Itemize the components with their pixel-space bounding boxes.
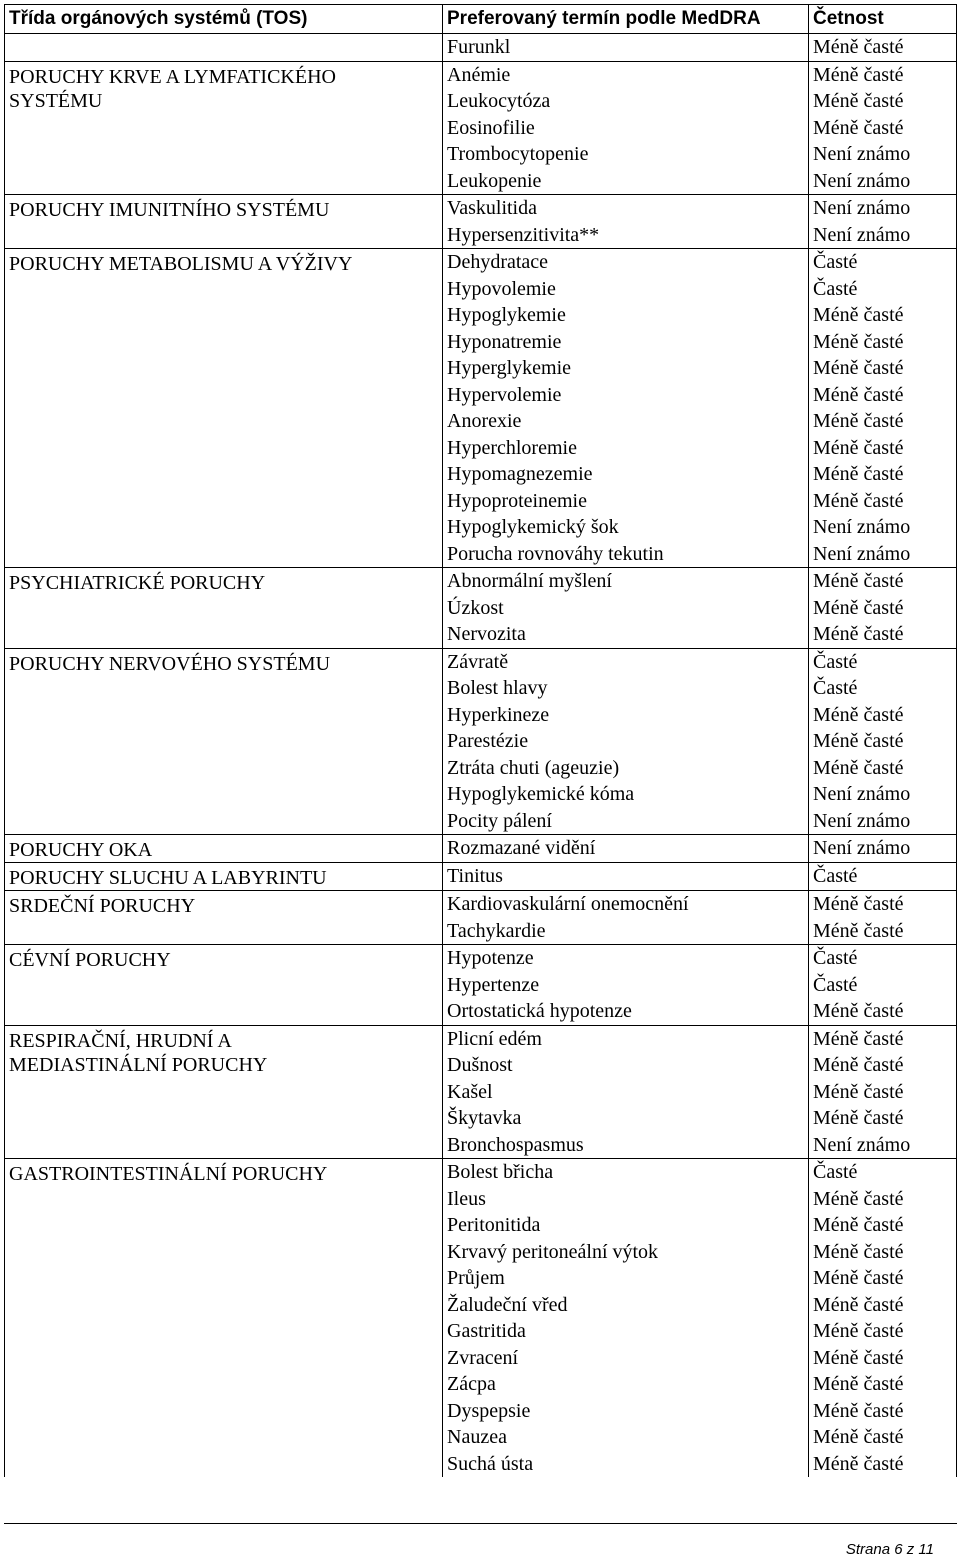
soc-label: CÉVNÍ PORUCHY (9, 949, 171, 971)
preferred-term: Bolest hlavy (447, 677, 548, 699)
preferred-term: Anorexie (447, 410, 522, 432)
preferred-term: Dušnost (447, 1054, 513, 1076)
footer-divider (4, 1523, 957, 1524)
frequency-value: Časté (813, 865, 858, 887)
preferred-term-cell (443, 945, 809, 1026)
frequency-value: Méně časté (813, 1320, 904, 1342)
soc-cell (5, 945, 443, 1026)
preferred-term: Průjem (447, 1267, 505, 1289)
preferred-term: Hypersenzitivita** (447, 223, 600, 246)
frequency-value: Není známo (813, 783, 911, 805)
preferred-term: Hypoglykemie (447, 304, 566, 326)
preferred-term: Zácpa (447, 1373, 496, 1395)
table-row (5, 34, 957, 62)
frequency-value: Méně časté (813, 463, 904, 485)
preferred-term: Bronchospasmus (447, 1133, 584, 1156)
soc-cell (5, 863, 443, 891)
frequency-cell (809, 945, 957, 1026)
preferred-term: Škytavka (447, 1107, 522, 1129)
preferred-term-cell (443, 61, 809, 195)
soc-label: PORUCHY SLUCHU A LABYRINTU (9, 867, 327, 889)
preferred-term-cell (443, 648, 809, 835)
frequency-value: Méně časté (813, 893, 904, 915)
header-soc: Třída orgánových systémů (TOS) (5, 5, 443, 34)
frequency-cell (809, 195, 957, 249)
preferred-term: Rozmazané vidění (447, 837, 596, 859)
soc-label: SRDEČNÍ PORUCHY (9, 895, 196, 917)
frequency-value: Méně časté (813, 1267, 904, 1289)
frequency-value: Časté (813, 677, 858, 699)
preferred-term: Hypomagnezemie (447, 463, 593, 485)
frequency-value: Méně časté (813, 436, 904, 459)
frequency-value: Méně časté (813, 1187, 904, 1210)
preferred-term: Pocity pálení (447, 809, 552, 832)
frequency-value: Méně časté (813, 357, 904, 379)
preferred-term-cell (443, 1025, 809, 1159)
frequency-value: Méně časté (813, 383, 904, 406)
frequency-value: Časté (813, 650, 858, 673)
frequency-value: Méně časté (813, 623, 904, 645)
soc-label: MEDIASTINÁLNÍ PORUCHY (9, 1053, 268, 1076)
preferred-term: Hypotenze (447, 947, 534, 969)
preferred-term: Hypoglykemický šok (447, 516, 619, 538)
soc-cell (5, 1025, 443, 1159)
frequency-value: Časté (813, 1161, 858, 1183)
frequency-value: Méně časté (813, 410, 904, 432)
header-frequency: Četnost (809, 5, 957, 34)
preferred-term: Hypoproteinemie (447, 489, 587, 512)
frequency-value: Méně časté (813, 1373, 904, 1395)
frequency-value: Není známo (813, 143, 911, 165)
frequency-cell (809, 61, 957, 195)
preferred-term: Dehydratace (447, 251, 549, 273)
preferred-term: Plicní edém (447, 1027, 542, 1050)
table-row (5, 863, 957, 891)
frequency-value: Méně časté (813, 703, 904, 726)
preferred-term: Kašel (447, 1080, 493, 1103)
preferred-term: Zvracení (447, 1346, 519, 1369)
preferred-term-cell (443, 568, 809, 649)
frequency-value: Není známo (813, 1133, 911, 1156)
frequency-value: Méně časté (813, 116, 904, 139)
soc-label: PORUCHY METABOLISMU A VÝŽIVY (9, 253, 353, 275)
preferred-term: Tachykardie (447, 919, 546, 942)
preferred-term: Leukocytóza (447, 90, 551, 112)
table-row (5, 648, 957, 835)
preferred-term: Krvavý peritoneální výtok (447, 1240, 659, 1263)
frequency-cell (809, 863, 957, 891)
soc-label: PORUCHY NERVOVÉHO SYSTÉMU (9, 652, 331, 675)
preferred-term: Peritonitida (447, 1214, 541, 1236)
frequency-value: Méně časté (813, 1054, 904, 1076)
preferred-term: Leukopenie (447, 169, 542, 192)
frequency-value: Méně časté (813, 756, 904, 779)
preferred-term: Trombocytopenie (447, 143, 589, 165)
soc-cell (5, 648, 443, 835)
frequency-value: Méně časté (813, 919, 904, 942)
frequency-value: Méně časté (813, 1452, 904, 1475)
table-row (5, 249, 957, 568)
preferred-term: Bolest břicha (447, 1161, 554, 1183)
frequency-value: Méně časté (813, 1080, 904, 1103)
frequency-value: Není známo (813, 169, 911, 192)
frequency-value: Méně časté (813, 1214, 904, 1236)
preferred-term: Žaludeční vřed (447, 1293, 568, 1316)
frequency-value: Časté (813, 947, 858, 969)
soc-label: RESPIRAČNÍ, HRUDNÍ A (9, 1029, 232, 1052)
soc-label: PSYCHIATRICKÉ PORUCHY (9, 572, 266, 594)
table-row (5, 945, 957, 1026)
preferred-term: Eosinofilie (447, 116, 535, 139)
frequency-value: Není známo (813, 223, 911, 246)
preferred-term: Vaskulitida (447, 197, 537, 219)
table-row (5, 568, 957, 649)
frequency-value: Časté (813, 973, 858, 996)
table-row (5, 1025, 957, 1159)
preferred-term-cell (443, 835, 809, 863)
frequency-cell (809, 891, 957, 945)
preferred-term: Anémie (447, 63, 511, 86)
preferred-term: Hyponatremie (447, 330, 562, 353)
frequency-value: Méně časté (813, 489, 904, 512)
preferred-term: Ileus (447, 1187, 486, 1210)
frequency-value: Méně časté (813, 1346, 904, 1369)
frequency-value: Méně časté (813, 1426, 904, 1448)
frequency-cell (809, 835, 957, 863)
frequency-value: Méně časté (813, 1027, 904, 1050)
preferred-term: Hyperchloremie (447, 436, 577, 459)
soc-label: PORUCHY KRVE A LYMFATICKÉHO (9, 65, 336, 88)
table-header-row (5, 5, 957, 34)
table-body (5, 34, 957, 1478)
frequency-value: Méně časté (813, 1399, 904, 1422)
preferred-term: Tinitus (447, 865, 503, 887)
adverse-reactions-table (4, 4, 957, 1477)
frequency-value: Méně časté (813, 1293, 904, 1316)
frequency-value: Méně časté (813, 90, 904, 112)
frequency-value: Méně časté (813, 1107, 904, 1129)
frequency-cell (809, 249, 957, 568)
soc-label: SYSTÉMU (9, 89, 103, 112)
frequency-value: Není známo (813, 516, 911, 538)
frequency-value: Méně časté (813, 330, 904, 353)
frequency-cell (809, 34, 957, 62)
preferred-term: Hypovolemie (447, 277, 556, 300)
preferred-term: Hypoglykemické kóma (447, 783, 635, 805)
preferred-term: Nervozita (447, 623, 526, 645)
soc-cell (5, 61, 443, 195)
table-row (5, 1159, 957, 1478)
frequency-value: Není známo (813, 837, 911, 859)
soc-label: PORUCHY IMUNITNÍHO SYSTÉMU (9, 199, 330, 221)
preferred-term: Nauzea (447, 1426, 507, 1448)
frequency-value: Méně časté (813, 1240, 904, 1263)
frequency-value: Není známo (813, 809, 911, 832)
preferred-term: Abnormální myšlení (447, 570, 612, 592)
header-preferred-term: Preferovaný termín podle MedDRA (443, 5, 809, 34)
frequency-value: Není známo (813, 542, 911, 565)
frequency-cell (809, 568, 957, 649)
frequency-cell (809, 648, 957, 835)
preferred-term: Ztráta chuti (ageuzie) (447, 756, 620, 779)
preferred-term-cell (443, 863, 809, 891)
preferred-term: Závratě (447, 650, 509, 673)
preferred-term: Hypertenze (447, 973, 540, 996)
preferred-term: Hyperglykemie (447, 357, 572, 379)
preferred-term: Furunkl (447, 36, 511, 58)
preferred-term-cell (443, 1159, 809, 1478)
preferred-term: Parestézie (447, 730, 529, 752)
preferred-term: Suchá ústa (447, 1452, 534, 1475)
soc-cell (5, 568, 443, 649)
preferred-term-cell (443, 249, 809, 568)
preferred-term: Gastritida (447, 1320, 526, 1342)
frequency-cell (809, 1159, 957, 1478)
soc-cell (5, 34, 443, 62)
frequency-value: Není známo (813, 197, 911, 219)
frequency-value: Méně časté (813, 36, 904, 58)
soc-cell (5, 835, 443, 863)
frequency-value: Méně časté (813, 1000, 904, 1022)
preferred-term: Ortostatická hypotenze (447, 1000, 632, 1022)
soc-cell (5, 891, 443, 945)
frequency-cell (809, 1025, 957, 1159)
soc-label: GASTROINTESTINÁLNÍ PORUCHY (9, 1163, 328, 1185)
preferred-term-cell (443, 891, 809, 945)
frequency-value: Časté (813, 251, 858, 273)
frequency-value: Časté (813, 277, 858, 300)
frequency-value: Méně časté (813, 730, 904, 752)
preferred-term: Úzkost (447, 596, 504, 619)
soc-label: PORUCHY OKA (9, 839, 153, 861)
frequency-value: Méně časté (813, 596, 904, 619)
soc-cell (5, 1159, 443, 1478)
preferred-term: Hypervolemie (447, 383, 562, 406)
preferred-term: Porucha rovnováhy tekutin (447, 542, 664, 565)
preferred-term: Dyspepsie (447, 1399, 531, 1422)
page-number: Strana 6 z 11 (845, 1541, 934, 1558)
frequency-value: Méně časté (813, 304, 904, 326)
frequency-value: Méně časté (813, 570, 904, 592)
preferred-term-cell (443, 195, 809, 249)
soc-cell (5, 249, 443, 568)
table-row (5, 835, 957, 863)
table-row (5, 195, 957, 249)
table-row (5, 61, 957, 195)
soc-cell (5, 195, 443, 249)
table-row (5, 891, 957, 945)
preferred-term: Hyperkineze (447, 703, 550, 726)
preferred-term: Kardiovaskulární onemocnění (447, 893, 689, 915)
frequency-value: Méně časté (813, 63, 904, 86)
preferred-term-cell (443, 34, 809, 62)
